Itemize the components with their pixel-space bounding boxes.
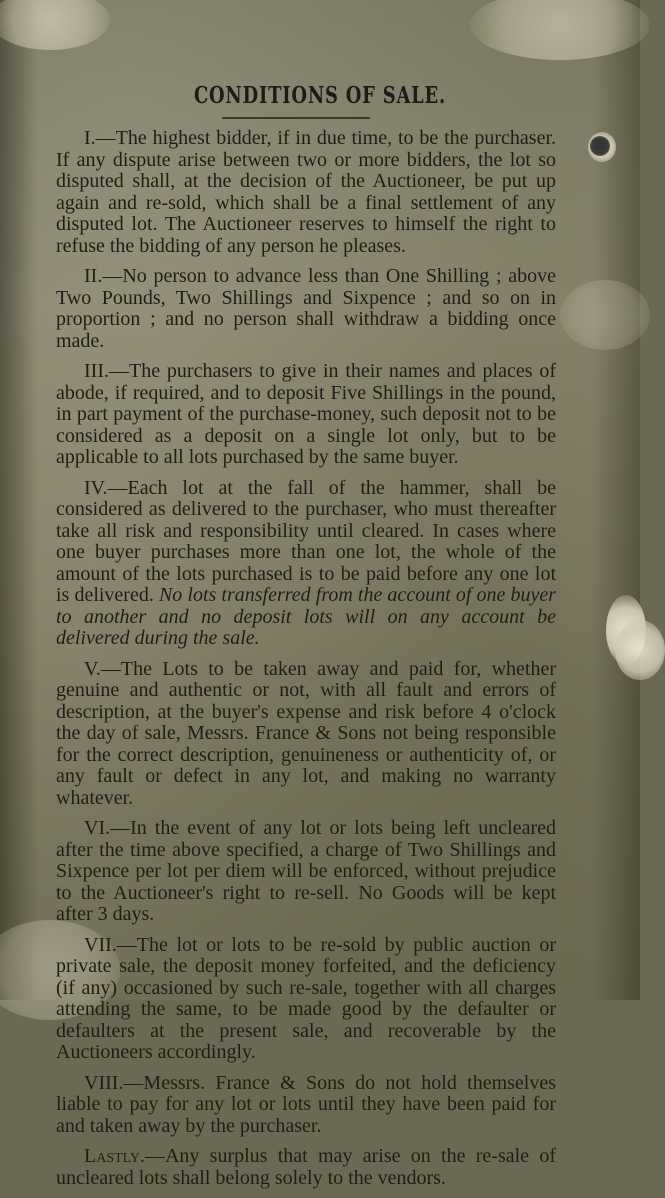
ink-blot: [590, 136, 610, 156]
paper-stain: [615, 620, 665, 680]
condition-text: II.—No person to advance less than One Shilling ; above Two Pounds, Two Shillings and Sixpence ; and so on in proportion ; and no person shall withdraw a bidding once made.: [56, 265, 556, 352]
condition-text: VI.—In the event of any lot or lots being left uncleared after the time above specified, a charge of Two Shillings and Sixpence per lot per diem will be enforced, without prejudice to the Auctioneer's right to re-sell. No Goods will be kept after 3 days.: [56, 817, 556, 925]
conditions-body: [56, 128, 556, 1198]
paper-stain: [0, 0, 110, 50]
condition-paragraph: [56, 266, 556, 352]
page-title: CONDITIONS OF SALE.: [193, 82, 447, 109]
condition-paragraph: [56, 935, 556, 1064]
condition-text: I.—The highest bidder, if in due time, to be the purchaser. If any dispute arise between two or more bidders, the lot so disputed shall, at the decision of the Auctioneer, be put up again and re-sold, which shall be a final settlement of any disputed lot. The Auctioneer reserves to himself the right to refuse the bidding of any person he pleases.: [56, 127, 556, 257]
condition-italic-text: No lots transferred from the account of one buyer to another and no deposit lots will on any account be delivered during the sale.: [56, 584, 557, 649]
condition-text: V.—The Lots to be taken away and paid for, whether genuine and authentic or not, with all fault and errors of description, at the buyer's expense and risk before 4 o'clock the day of sale, Messrs. France & Sons not being responsible for the correct description, genuineness or authenticity of, or any fault or defect in any lot, and making no warranty whatever.: [56, 657, 556, 809]
condition-paragraph: [56, 478, 556, 650]
condition-paragraph: [56, 361, 556, 469]
condition-paragraph: [56, 128, 556, 257]
page-shadow-left: [0, 0, 38, 1000]
condition-paragraph: [56, 659, 556, 810]
condition-text: IV.—Each lot at the fall of the hammer, shall be considered as delivered to the purchaser, who must thereafter take all risk and responsibility until cleared. In cases where one buyer purchases more than one lot, the whole of the amount of the lots purchased is to be paid before any one lot is delivered.: [56, 476, 556, 606]
lastly-paragraph: [56, 1146, 556, 1189]
lastly-heading: Lastly.: [84, 1145, 145, 1167]
paper-stain: [560, 280, 650, 350]
lastly-text: —Any surplus that may arise on the re-sale of uncleared lots shall belong solely to the vendors.: [56, 1145, 556, 1189]
title-underline: [222, 117, 370, 119]
condition-text: VII.—The lot or lots to be re-sold by public auction or private sale, the deposit money forfeited, and the deficiency (if any) occasioned by such re-sale, together with all charges attending the same, to be made good by the defaulter or defaulters at the present sale, and recoverable by the Auctioneers accordingly.: [56, 933, 556, 1063]
condition-paragraph: [56, 1073, 556, 1138]
condition-paragraph: [56, 818, 556, 926]
condition-text: VIII.—Messrs. France & Sons do not hold themselves liable to pay for any lot or lots until they have been paid for and taken away by the purchaser.: [56, 1071, 556, 1137]
condition-text: III.—The purchasers to give in their names and places of abode, if required, and to deposit Five Shillings in the pound, in part payment of the purchase-money, such deposit not to be considered as a deposit on a single lot only, but to be applicable to all lots purchased by the same buyer.: [56, 360, 556, 468]
